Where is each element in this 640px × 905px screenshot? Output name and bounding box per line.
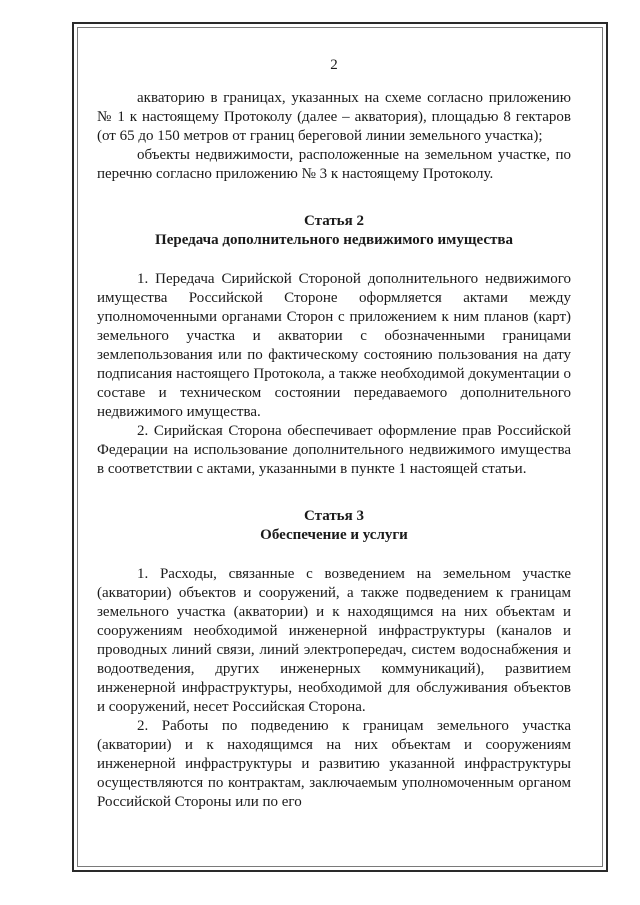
article-2-number: Статья 2 — [304, 213, 364, 229]
intro-paragraph-1: акваторию в границах, указанных на схеме согласно приложению № 1 к настоящему Протоколу (далее – акватория), площадью 8 гектаров (от 65 до 150 метров от границ береговой линии земельного участка); — [97, 90, 571, 144]
article-2-paragraph-1: 1. Передача Сирийской Стороной дополнительного недвижимого имущества Российской Стороне оформляется актами между уполномоченными органами Сторон с приложением к ним планов (карт) земельного участка и акватории с обозначенными границами землепользования или по фактическому состоянию пользования на дату подписания настоящего Протокола, а также необходимой документации о составе и техническом состоянии передаваемого дополнительного недвижимого имущества. — [97, 271, 571, 420]
article-3-title: Обеспечение и услуги — [260, 527, 408, 543]
article-2-paragraph-2: 2. Сирийская Сторона обеспечивает оформление прав Российской Федерации на использование дополнительного недвижимого имущества в соответствии с актами, указанными в пункте 1 настоящей статьи. — [97, 423, 571, 477]
page-number: 2 — [330, 57, 338, 73]
article-2-title: Передача дополнительного недвижимого имущества — [155, 232, 513, 248]
article-3-paragraph-1: 1. Расходы, связанные с возведением на земельном участке (акватории) объектов и сооружений, а также подведением к границам земельного участка (акватории) и к находящимся на них объектам и сооружениям необходимой инженерной инфраструктуры (каналов и проводных линий связи, линий электропередач, систем водоснабжения и водоотведения, других инженерных коммуникаций), развитием инженерной инфраструктуры, необходимой для обслуживания объектов и сооружений, несет Российская Сторона. — [97, 566, 571, 715]
article-3-number: Статья 3 — [304, 508, 364, 524]
document-body — [97, 56, 571, 812]
intro-paragraph-2: объекты недвижимости, расположенные на земельном участке, по перечню согласно приложению № 3 к настоящему Протоколу. — [97, 147, 571, 182]
article-3-paragraph-2: 2. Работы по подведению к границам земельного участка (акватории) и к находящимся на них объектам и сооружениям инженерной инфраструктуры и развитию указанной инфраструктуры осуществляются по контрактам, заключаемым уполномоченным органом Российской Стороны или по его — [97, 718, 571, 810]
